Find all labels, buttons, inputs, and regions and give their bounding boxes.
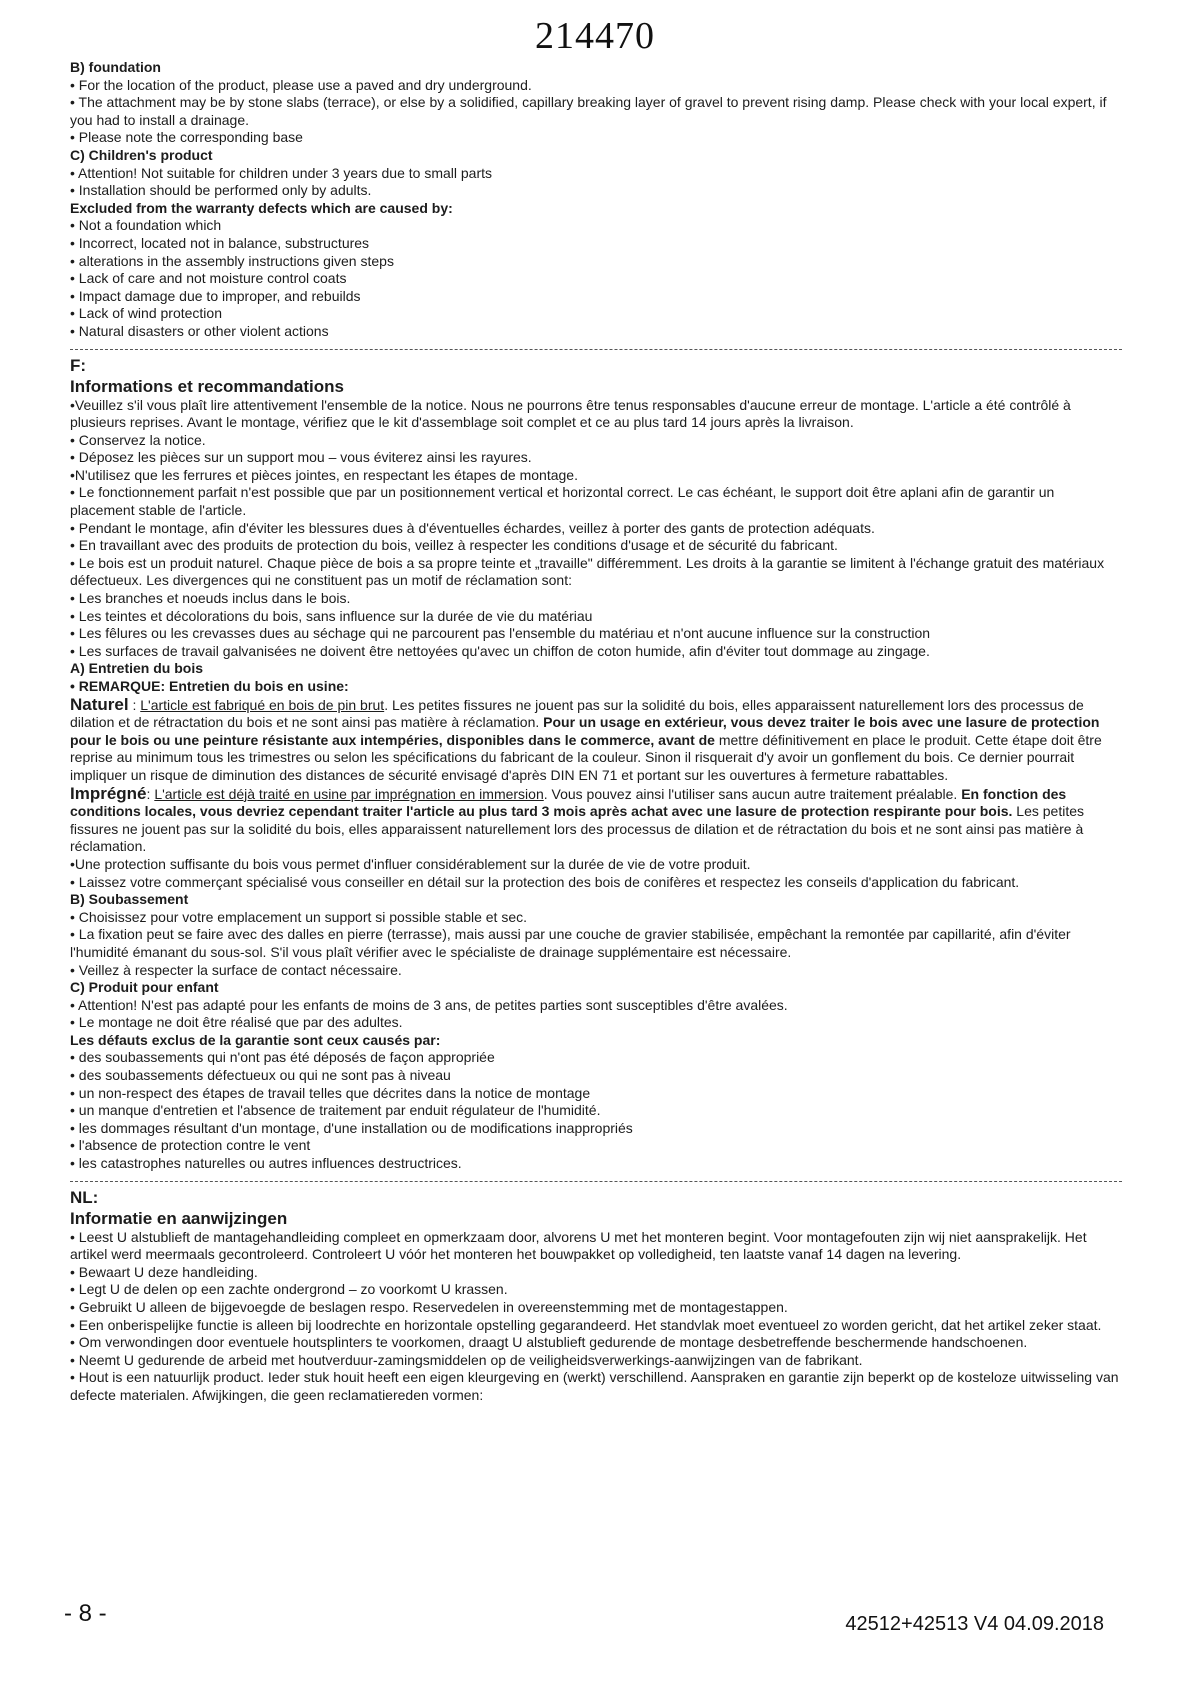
fr-wood-care-heading: A) Entretien du bois [70,660,203,677]
fr-remark: • REMARQUE: Entretien du bois en usine: [70,678,349,694]
fr-naturel-paragraph: Naturel : L'article est fabriqué en bois de pin brut. Les petites fissures ne jouent pas sur la solidité du bois, elles apparaissent naturellement lors des processus de dilation et de rétractation du bois et ne sont ainsi pas matière à réclamation. Pour un usage en extérieur, vous devez traiter le bois avec une lasure de protection pour le bois ou une peinture résistante aux intempéries, disponibles dans le commerce, avant de mettre définitivement en place le produit. Cette étape doit être reprise au minimum tous les trimestres ou selon les spécifications du fabricant de la couleur. Sinon il risquerait d'y avoir un gonflement du bois. Ce dernier pourrait impliquer un risque de diminution des distances de sécurité envisagé d'après DIN EN 71 et portant sur les ouvertures à fermeture rabattables. [70,694,1102,783]
en-foundation-heading: B) foundation [70,59,161,75]
nl-item: • Leest U alstublieft de mantagehandleiding compleet en opmerkzaam door, alvorens U met het monteren begint. Voor montagefouten zijn wij niet aansprakelijk. Het artikel werd meermaals gecontroleerd. Controleert U vóór het monteren het bouwpakket op volledigheid, ten laatste vanaf 14 dagen na levering. [70,1228,1087,1263]
en-children-item: • Attention! Not suitable for children under 3 years due to small parts [70,164,493,181]
section-divider [70,1181,1122,1182]
fr-naturel-bold: Pour un usage en extérieur, vous devez traiter le bois avec une lasure de protection pour le bois ou une peinture résistante aux intempéries, disponibles dans le commerce, avant de [70,714,1100,748]
fr-impregne-item: •Une protection suffisante du bois vous permet d'influer considérablement sur la durée de vie de votre produit. [70,855,751,872]
en-excluded-item: • alterations in the assembly instructions given steps [70,252,394,269]
fr-item: • Les surfaces de travail galvanisées ne doivent être nettoyées qu'avec un chiffon de coton humide, afin d'éviter tout dommage au zingage. [70,642,930,659]
page-content [70,59,1122,1405]
fr-impregne-bold: En fonction des conditions locales, vous devriez cependant traiter l'article au plus tard 3 mois après achat avec une lasure de protection respirante pour bois. [70,785,1067,820]
fr-excluded-item: • l'absence de protection contre le vent [70,1137,311,1154]
fr-foundation-heading: B) Soubassement [70,891,189,908]
fr-item: • Les branches et noeuds inclus dans le bois. [70,590,351,607]
document-number: 214470 [535,15,655,57]
fr-item: • Les teintes et décolorations du bois, sans influence sur la durée de vie du matériau [70,607,593,624]
nl-item: • Om verwondingen door eventuele houtsplinters te voorkomen, draagt U alstublieft gedurende de montage desbetreffende beschermende handschoenen. [70,1334,1028,1351]
fr-item: • Pendant le montage, afin d'éviter les blessures dues à d'éventuelles échardes, veillez à porter des gants de protection adéquats. [70,519,875,536]
fr-item: •Veuillez s'il vous plaît lire attentivement l'ensemble de la notice. Nous ne pourrons être tenus responsables d'aucune erreur de montage. L'article a été contrôlé à plusieurs reprises. Avant le montage, vérifiez que le kit d'assemblage soit complet et ce au plus tard 14 jours après la livraison. [70,396,1071,431]
en-excluded-item: • Natural disasters or other violent actions [70,322,329,339]
fr-item: • Le bois est un produit naturel. Chaque pièce de bois a sa propre teinte et „travaille" différemment. Les droits à la garantie se limitent à l'échange gratuit des matériaux défectueux. Les divergences qui ne constituent pas un motif de réclamation sont: [70,554,1105,589]
fr-impregne-underlined: L'article est déjà traité en usine par imprégnation en immersion [154,785,544,802]
fr-impregne-label: Imprégné [70,783,147,803]
fr-item: • En travaillant avec des produits de protection du bois, veillez à respecter les conditions d'usage et de sécurité du fabricant. [70,537,838,554]
fr-item: • Déposez les pièces sur un support mou – vous éviterez ainsi les rayures. [70,449,532,466]
version-stamp: 42512+42513 V4 04.09.2018 [845,1613,1104,1635]
en-excluded-item: • Incorrect, located not in balance, substructures [70,234,370,251]
fr-naturel-underlined: L'article est fabriqué en bois de pin brut [140,696,385,713]
page-number: - 8 - [64,1600,107,1627]
nl-item: • Een onberispelijke functie is alleen bij loodrechte en horizontale opstelling gegarandeerd. Het standvlak moet eventueel zo worden gericht, dat het artikel zeker staat. [70,1316,1102,1333]
nl-item: • Bewaart U deze handleiding. [70,1263,258,1280]
en-excluded-item: • Lack of wind protection [70,305,222,322]
en-children-heading: C) Children's product [70,146,213,163]
fr-foundation-item: • Veillez à respecter la surface de contact nécessaire. [70,961,402,978]
nl-language-code: NL: [70,1187,99,1207]
en-children-item: • Installation should be performed only by adults. [70,182,372,199]
fr-excluded-item: • des soubassements défectueux ou qui ne sont pas à niveau [70,1067,451,1084]
fr-foundation-item: • Choisissez pour votre emplacement un support si possible stable et sec. [70,908,528,925]
fr-naturel-label: Naturel [70,694,129,714]
fr-item: • Conservez la notice. [70,431,206,448]
fr-children-item: • Attention! N'est pas adapté pour les enfants de moins de 3 ans, de petites parties sont susceptibles d'être avalées. [70,996,788,1013]
en-excluded-heading: Excluded from the warranty defects which are caused by: [70,199,453,216]
fr-item: •N'utilisez que les ferrures et pièces jointes, en respectant les étapes de montage. [70,466,578,483]
en-foundation-item: • For the location of the product, please use a paved and dry underground. [70,76,532,93]
fr-foundation-item: • La fixation peut se faire avec des dalles en pierre (terrasse), mais aussi par une couche de gravier stabilisée, empêchant la remontée par capillarité, afin d'éviter l'humidité émanant du sous-sol. S'il vous plaît vérifier avec le spécialiste de drainage supplémentaire est nécessaire. [70,926,1071,960]
fr-section-title: Informations et recommandations [70,376,344,396]
nl-item: • Gebruikt U alleen de bijgevoegde de beslagen respo. Reservedelen in overeenstemming met de montagestappen. [70,1299,788,1315]
fr-impregne-item: • Laissez votre commerçant spécialisé vous conseiller en détail sur la protection des bois de conifères et respectez les conseils d'application du fabricant. [70,873,1020,890]
en-excluded-item: • Impact damage due to improper, and rebuilds [70,287,361,304]
en-excluded-item: • Lack of care and not moisture control coats [70,270,347,287]
fr-excluded-item: • un manque d'entretien et l'absence de traitement par enduit régulateur de l'humidité. [70,1102,601,1119]
en-excluded-item: • Not a foundation which [70,217,222,234]
nl-item: • Neemt U gedurende de arbeid met houtverduur-zamingsmiddelen op de veiligheidsverwerkings-aanwijzingen van de fabrikant. [70,1351,863,1368]
fr-excluded-heading: Les défauts exclus de la garantie sont ceux causés par: [70,1031,441,1048]
en-foundation-item: • Please note the corresponding base [70,129,303,146]
en-foundation-item: • The attachment may be by stone slabs (terrace), or else by a solidified, capillary breaking layer of gravel to prevent rising damp. Please check with your local expert, if you had to install a drainage. [70,94,1107,128]
fr-excluded-item: • un non-respect des étapes de travail telles que décrites dans la notice de montage [70,1084,591,1101]
fr-language-code: F: [70,355,87,375]
fr-impregne-paragraph: Imprégné: L'article est déjà traité en usine par imprégnation en immersion. Vous pouvez ainsi l'utiliser sans aucun autre traitement préalable. En fonction des conditions locales, vous devriez cependant traiter l'article au plus tard 3 mois après achat avec une lasure de protection respirante pour bois. Les petites fissures ne jouent pas sur la solidité du bois, elles apparaissent naturellement lors des processus de dilation et de rétractation du bois et ne sont ainsi pas matière à réclamation. [70,783,1085,855]
nl-section-title: Informatie en aanwijzingen [70,1208,288,1228]
fr-excluded-item: • des soubassements qui n'ont pas été déposés de façon appropriée [70,1049,495,1066]
fr-children-heading: C) Produit pour enfant [70,979,219,996]
nl-item: • Hout is een natuurlijk product. Ieder stuk houit heeft een eigen kleurgeving en (werkt) verschillend. Aanspraken en garantie zijn beperkt op de kosteloze uitwisseling van defecte materialen. Afwijkingen, die geen reclamatiereden vormen: [70,1369,1119,1403]
fr-excluded-item: • les catastrophes naturelles ou autres influences destructrices. [70,1155,462,1172]
fr-excluded-item: • les dommages résultant d'un montage, d'une installation ou de modifications inappropriés [70,1119,633,1136]
section-divider [70,349,1122,350]
fr-item: • Les fêlures ou les crevasses dues au séchage qui ne parcourent pas l'ensemble du matériau et n'ont aucune influence sur la construction [70,625,931,642]
nl-item: • Legt U de delen op een zachte ondergrond – zo voorkomt U krassen. [70,1281,508,1298]
fr-item: • Le fonctionnement parfait n'est possible que par un positionnement vertical et horizontal correct. Le cas échéant, le support doit être aplani afin de garantir un placement stable de l'article. [70,484,1055,519]
fr-children-item: • Le montage ne doit être réalisé que par des adultes. [70,1014,403,1031]
